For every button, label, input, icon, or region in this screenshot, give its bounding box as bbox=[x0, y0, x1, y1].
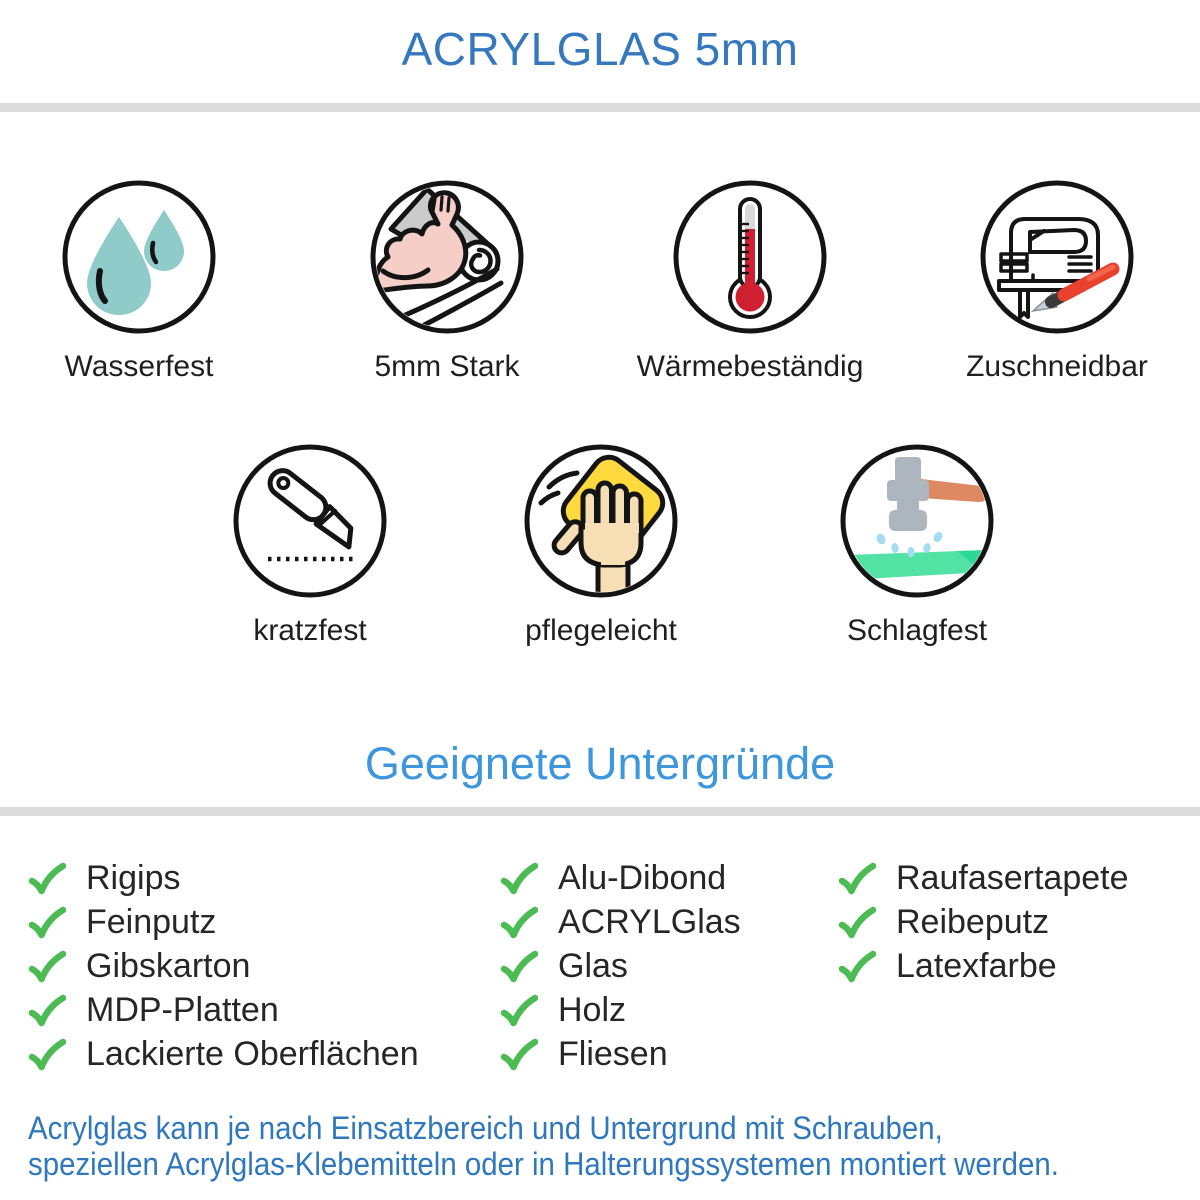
feature-waermebestaendig bbox=[630, 177, 870, 384]
list-item: Fliesen bbox=[500, 1032, 741, 1076]
feature-label: 5mm Stark bbox=[374, 350, 520, 383]
muscle-arm-icon bbox=[367, 177, 527, 337]
feature-schlagfest bbox=[797, 441, 1037, 648]
check-icon bbox=[500, 862, 538, 895]
check-icon bbox=[500, 906, 538, 939]
substrates-column-2 bbox=[500, 856, 741, 1076]
feature-label: Zuschneidbar bbox=[966, 350, 1148, 383]
check-icon bbox=[500, 1038, 538, 1071]
feature-label: Wärmebeständig bbox=[636, 350, 864, 383]
mounting-note-line1: Acrylglas kann je nach Einsatzbereich und Untergrund mit Schrauben, bbox=[28, 1110, 943, 1146]
check-icon bbox=[28, 906, 66, 939]
list-item: ACRYLGlas bbox=[500, 900, 741, 944]
list-item: Holz bbox=[500, 988, 741, 1032]
mounting-note bbox=[28, 1110, 1200, 1182]
list-item: Glas bbox=[500, 944, 741, 988]
list-item: MDP-Platten bbox=[28, 988, 419, 1032]
feature-wasserfest bbox=[19, 177, 259, 384]
cleaning-hand-icon bbox=[521, 441, 681, 601]
feature-kratzfest bbox=[190, 441, 430, 648]
mounting-note-line2: speziellen Acrylglas-Klebemitteln oder in Halterungssystemen montiert werden. bbox=[28, 1146, 1059, 1182]
divider-top bbox=[0, 103, 1200, 112]
divider-middle bbox=[0, 807, 1200, 816]
page-title: ACRYLGLAS 5mm bbox=[401, 23, 799, 75]
check-icon bbox=[838, 862, 876, 895]
feature-5mm-stark bbox=[327, 177, 567, 384]
check-icon bbox=[500, 950, 538, 983]
list-item: Alu-Dibond bbox=[500, 856, 741, 900]
water-drops-icon bbox=[59, 177, 219, 337]
list-item: Feinputz bbox=[28, 900, 419, 944]
feature-label: Wasserfest bbox=[64, 350, 214, 383]
list-item: Raufasertapete bbox=[838, 856, 1129, 900]
hammer-icon bbox=[837, 441, 997, 601]
feature-zuschneidbar bbox=[937, 177, 1177, 384]
list-item: Gibskarton bbox=[28, 944, 419, 988]
jigsaw-icon bbox=[977, 177, 1137, 337]
substrates-column-1 bbox=[28, 856, 419, 1076]
check-icon bbox=[28, 1038, 66, 1071]
check-icon bbox=[838, 906, 876, 939]
substrates-column-3 bbox=[838, 856, 1129, 988]
list-item: Rigips bbox=[28, 856, 419, 900]
check-icon bbox=[838, 950, 876, 983]
list-item: Lackierte Oberflächen bbox=[28, 1032, 419, 1076]
feature-label: pflegeleicht bbox=[525, 614, 677, 647]
check-icon bbox=[28, 950, 66, 983]
feature-label: kratzfest bbox=[253, 614, 367, 647]
check-icon bbox=[500, 994, 538, 1027]
list-item: Reibeputz bbox=[838, 900, 1129, 944]
thermometer-icon bbox=[670, 177, 830, 337]
feature-label: Schlagfest bbox=[846, 614, 988, 647]
substrates-heading: Geeignete Untergründe bbox=[364, 738, 836, 789]
utility-knife-icon bbox=[230, 441, 390, 601]
list-item: Latexfarbe bbox=[838, 944, 1129, 988]
feature-pflegeleicht bbox=[481, 441, 721, 648]
check-icon bbox=[28, 994, 66, 1027]
check-icon bbox=[28, 862, 66, 895]
